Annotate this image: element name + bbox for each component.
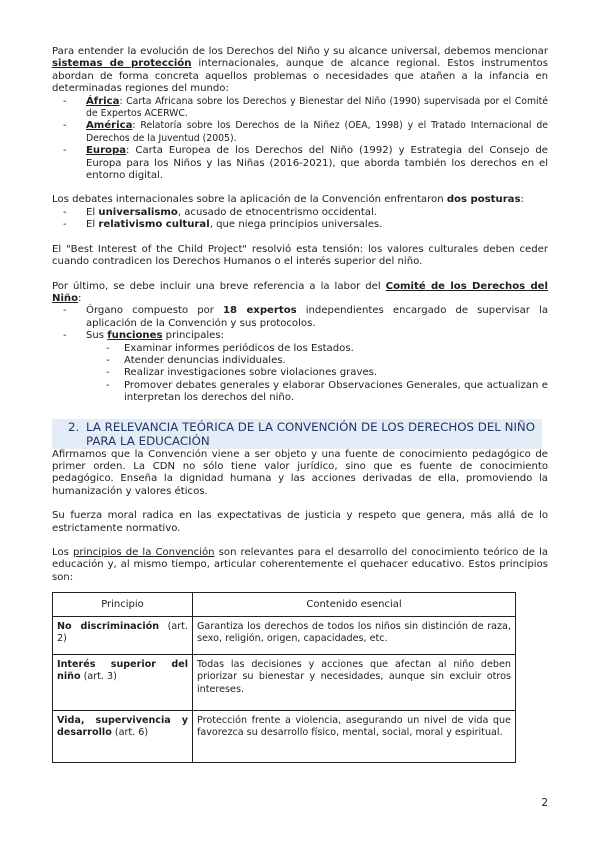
- content-cell: Todas las decisiones y acciones que afectan al niño deben priorizar su bienestar y necesidades, aunque sin excluir otros intereses.: [193, 655, 516, 711]
- content-cell: Garantiza los derechos de todos los niños sin distinción de raza, sexo, religión, origen, capacidades, etc.: [193, 617, 516, 655]
- list-item: - Europa: Carta Europea de los Derechos del Niño (1992) y Estrategia del Consejo de Europa para los Niños y las Niñas (2016-2021), que aborda también los derechos en el entorno digital.: [52, 145, 548, 182]
- list-item: - Promover debates generales y elaborar Observaciones Generales, que actualizan e interpretan los derechos del niño.: [52, 380, 548, 405]
- principles-link: principios de la Convención: [72, 547, 215, 558]
- moral-paragraph: Su fuerza moral radica en las expectativas de justicia y respeto que genera, más allá de lo estrictamente normativo.: [52, 510, 548, 534]
- regional-systems-list: [52, 96, 548, 183]
- list-item: - Atender denuncias individuales.: [52, 355, 548, 367]
- committee-link: Comité de los Derechos del Niño: [52, 280, 548, 304]
- table-row: [53, 617, 516, 655]
- committee-list: [52, 305, 548, 404]
- list-item: - El relativismo cultural, que niega principios universales.: [52, 219, 548, 231]
- list-item: - Órgano compuesto por 18 expertos independientes encargado de supervisar la aplicación de la Convención y sus protocolos.: [52, 305, 548, 330]
- page-number: 2: [541, 797, 548, 809]
- list-item: - América: Relatoría sobre los Derechos de la Niñez (OEA, 1998) y el Tratado Internacional de Derechos de la Juventud (2005).: [52, 120, 548, 145]
- list-item: - África: Carta Africana sobre los Derechos y Bienestar del Niño (1990) supervisada por el Comité de Expertos ACERWC.: [52, 96, 548, 121]
- affirm-paragraph: Afirmamos que la Convención viene a ser objeto y una fuente de conocimiento pedagógico de primer orden. La CDN no sólo tiene valor jurídico, sino que es fuente de conocimiento pedagógico. Enseña la dignidad humana y las acciones derivadas de ella, promoviendo la humanización y valores éticos.: [52, 448, 548, 497]
- committee-paragraph: Por último, se debe incluir una breve referencia a la labor del Comité de los Derechos del Niño:: [52, 280, 548, 304]
- principle-cell: No discriminación (art. 2): [53, 617, 193, 655]
- protection-systems-link: sistemas de protección: [52, 58, 192, 70]
- table-row: [53, 655, 516, 711]
- content-cell: Protección frente a violencia, asegurando un nivel de vida que favorezca su desarrollo físico, mental, social, moral y espiritual.: [193, 711, 516, 763]
- principle-cell: Interés superior del niño (art. 3): [53, 655, 193, 711]
- functions-list: [52, 343, 548, 405]
- table-header: Principio: [53, 593, 193, 617]
- best-interest-paragraph: El "Best Interest of the Child Project" resolvió esta tensión: los valores culturales deben ceder cuando contradicen los Derechos Humanos o el interés superior del niño.: [52, 243, 548, 268]
- principle-cell: Vida, supervivencia y desarrollo (art. 6): [53, 711, 193, 763]
- table-header: Contenido esencial: [193, 593, 516, 617]
- list-item: - Realizar investigaciones sobre violaciones graves.: [52, 367, 548, 379]
- table-header-row: [53, 593, 516, 617]
- table-row: [53, 711, 516, 763]
- principles-table: [52, 592, 516, 763]
- postures-list: [52, 207, 548, 232]
- list-item: - Sus funciones principales: - Examinar informes periódicos de los Estados. - Atender denuncias individuales. - Realizar investigaciones sobre violaciones graves. - Promover debates generales y elaborar Observaciones Generales, que actualizan e interpretan los derechos del niño.: [52, 330, 548, 404]
- principles-paragraph: Los principios de la Convención son relevantes para el desarrollo del conocimiento teórico de la educación y, al mismo tiempo, articular coherentemente el quehacer educativo. Estos principios son:: [52, 547, 549, 583]
- list-item: - Examinar informes periódicos de los Estados.: [52, 343, 548, 355]
- list-item: - El universalismo, acusado de etnocentrismo occidental.: [52, 207, 548, 219]
- section-heading: 2. LA RELEVANCIA TEÓRICA DE LA CONVENCIÓN DE LOS DERECHOS DEL NIÑO PARA LA EDUCACIÓN: [52, 419, 542, 449]
- debates-paragraph: Los debates internacionales sobre la aplicación de la Convención enfrentaron dos posturas:: [52, 194, 524, 206]
- intro-paragraph: Para entender la evolución de los Derechos del Niño y su alcance universal, debemos mencionar sistemas de protección internacionales, aunque de alcance regional. Estos instrumentos abordan de forma concreta aquellos problemas o necesidades que atañen a la infancia en determinadas regiones del mundo:: [52, 46, 548, 95]
